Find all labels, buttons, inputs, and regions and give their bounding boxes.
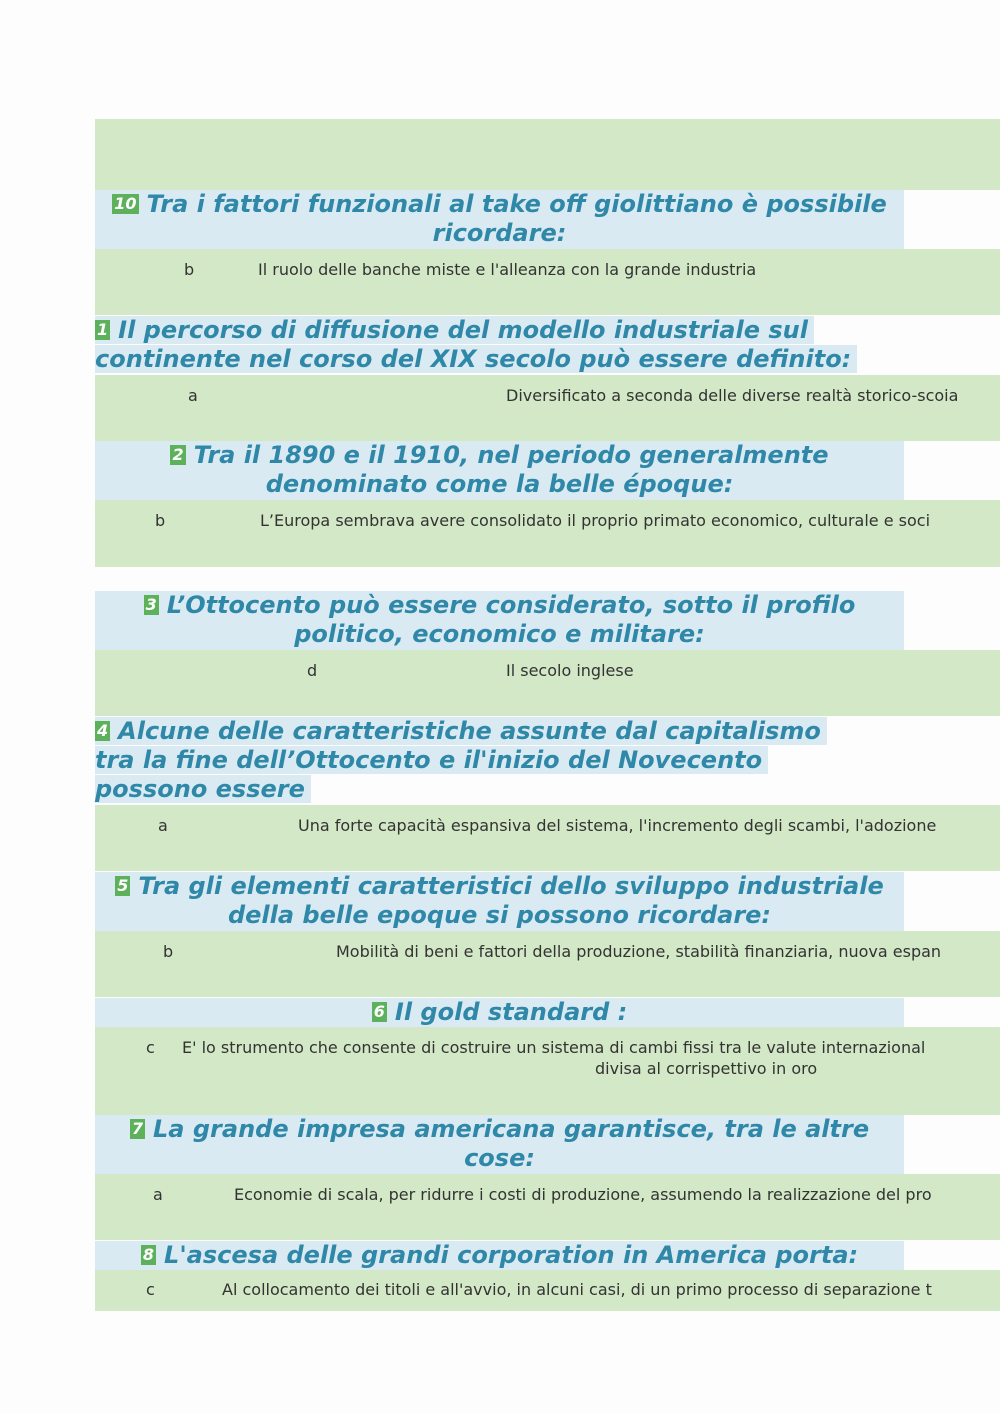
answer-row: [95, 1027, 1000, 1115]
question-text: Tra gli elementi caratteristici dello sviluppo industriale della belle epoque si possono ricordare:: [138, 872, 884, 929]
header-band: [95, 119, 1000, 190]
answer-text: L’Europa sembrava avere consolidato il proprio primato economico, culturale e soci: [260, 511, 931, 530]
answer-row: [95, 650, 1000, 716]
question-block: [95, 190, 1000, 315]
question-text: La grande impresa americana garantisce, tra le altre cose:: [153, 1115, 870, 1172]
answer-text: Il secolo inglese: [506, 661, 634, 680]
answer-letter: a: [153, 1185, 163, 1204]
question-block: [95, 316, 1000, 441]
answer-letter: b: [155, 511, 166, 530]
question-text: Il gold standard :: [394, 998, 628, 1026]
question-text-line: tra la fine dell’Ottocento e il'inizio del Novecento: [95, 746, 768, 774]
answer-text: Mobilità di beni e fattori della produzione, stabilità finanziaria, nuova espan: [336, 942, 942, 961]
answer-row: [95, 931, 1000, 997]
question-heading: [95, 441, 904, 500]
question-block: [95, 1115, 1000, 1240]
answer-text-line: divisa al corrispettivo in oro: [595, 1059, 818, 1078]
answer-row: [95, 1174, 1000, 1240]
question-number: 10: [114, 194, 137, 213]
question-text: L'ascesa delle grandi corporation in America porta:: [164, 1241, 859, 1269]
answer-text: Economie di scala, per ridurre i costi di produzione, assumendo la realizzazione del pro: [234, 1185, 932, 1204]
question-heading: [95, 1115, 904, 1174]
answer-row: [95, 500, 1000, 567]
answer-text-line: E' lo strumento che consente di costruire un sistema di cambi fissi tra le valute internazional: [182, 1038, 926, 1057]
answer-row: [95, 1270, 1000, 1311]
question-heading: [95, 316, 904, 375]
question-heading: [95, 717, 904, 805]
question-heading: [95, 591, 904, 650]
question-number: 3: [145, 595, 157, 614]
question-number: 2: [172, 445, 184, 464]
question-text-line: Alcune delle caratteristiche assunte dal capitalismo: [118, 717, 821, 745]
answer-row: [95, 375, 1000, 441]
answer-letter: d: [307, 661, 318, 680]
answer-row: [95, 249, 1000, 315]
question-heading: [95, 190, 904, 249]
question-text-line: continente nel corso del XIX secolo può essere definito:: [95, 345, 857, 373]
question-block: [95, 441, 1000, 567]
answer-row: [95, 805, 1000, 871]
answer-text: Al collocamento dei titoli e all'avvio, in alcuni casi, di un primo processo di separazione t: [222, 1280, 932, 1299]
answer-letter: b: [184, 260, 195, 279]
answer-text: Una forte capacità espansiva del sistema, l'incremento degli scambi, l'adozione: [298, 816, 937, 835]
question-block: [95, 717, 1000, 871]
question-text: L’Ottocento può essere considerato, sotto il profilo politico, economico e militare:: [166, 591, 856, 648]
answer-letter: c: [146, 1280, 155, 1299]
question-block: [95, 998, 1000, 1115]
question-number: 7: [131, 1119, 144, 1138]
question-number: 5: [117, 876, 129, 895]
question-number: 4: [97, 721, 109, 740]
answer-text: Diversificato a seconda delle diverse realtà storico-scoia: [506, 386, 959, 405]
question-block: [95, 591, 1000, 716]
question-block: [95, 1241, 1000, 1311]
question-number: 1: [97, 320, 109, 339]
answer-letter: b: [163, 942, 174, 961]
question-text: Tra il 1890 e il 1910, nel periodo generalmente denominato come la belle époque:: [193, 441, 829, 498]
question-number: 6: [373, 1002, 385, 1021]
answer-letter: a: [188, 386, 198, 405]
question-block: [95, 872, 1000, 997]
answer-letter: a: [158, 816, 168, 835]
question-number: 8: [142, 1245, 155, 1264]
question-heading: [95, 872, 904, 931]
question-text: Tra i fattori funzionali al take off giolittiano è possibile ricordare:: [146, 190, 887, 247]
question-text-line: possono essere: [95, 775, 311, 803]
answer-letter: c: [146, 1038, 155, 1057]
question-text-line: Il percorso di diffusione del modello industriale sul: [118, 316, 808, 344]
question-heading: [95, 998, 904, 1027]
answer-text: Il ruolo delle banche miste e l'alleanza con la grande industria: [258, 260, 757, 279]
question-heading: [95, 1241, 904, 1270]
